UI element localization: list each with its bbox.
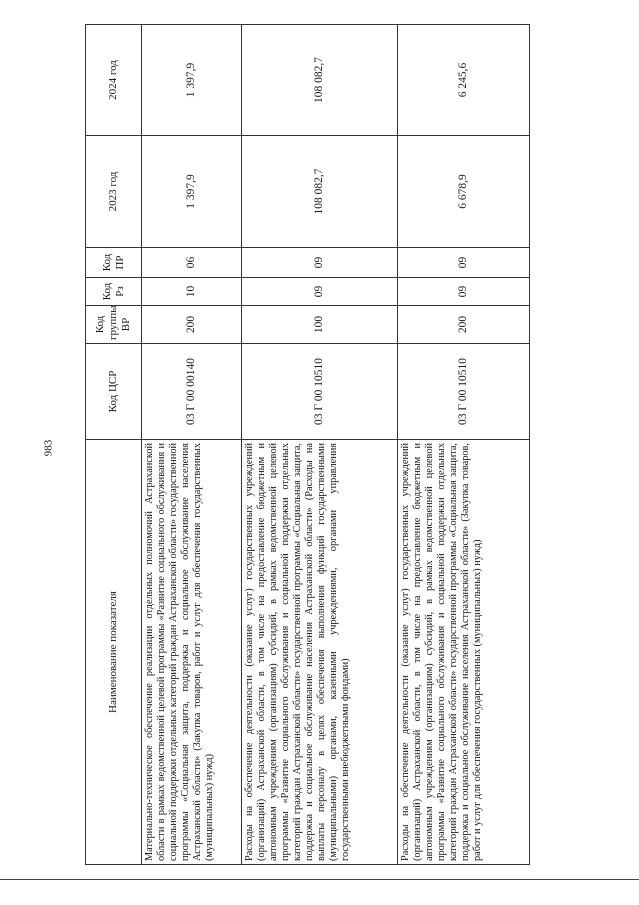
table-row — [242, 25, 398, 865]
row-name: Расходы на обеспечение деятельности (оказание услуг) государственных учреждений (организаций) Астраханской области, в том числе на предоставление бюджетным и автономным учреждениям (организациям) субсидий, в рамках ведомственной целевой программы «Развитие социального обслуживания и социальной поддержки отдельных категорий граждан Астраханской области» государственной программы «Социальная защита, поддержка и социальное обслуживание населения Астраханской области» (Закупка товаров, работ и услуг для обеспечения государственных (муниципальных) нужд) — [398, 440, 530, 865]
row-name: Материально-техническое обеспечение реализации отдельных полномочий Астраханской области в рамках ведомственной целевой программы «Развитие социального обслуживания и социальной поддержки отдельных категорий граждан Астраханской области» государственной программы «Социальная защита, поддержка и социальное обслуживание населения Астраханской области» (Закупка товаров, работ и услуг для обеспечения государственных (муниципальных) нужд) — [142, 440, 242, 865]
row-csr: 03 Г 00 10510 — [242, 344, 398, 440]
row-2024: 6 245,6 — [398, 25, 530, 136]
row-pr: 09 — [242, 248, 398, 278]
row-pr: 06 — [142, 248, 242, 278]
table-row — [398, 25, 530, 865]
row-pr: 09 — [398, 248, 530, 278]
row-2024: 108 082,7 — [242, 25, 398, 136]
budget-table — [85, 24, 530, 865]
row-2024: 1 397,9 — [142, 25, 242, 136]
row-csr: 03 Г 00 10510 — [398, 344, 530, 440]
header-rz: Код Рз — [86, 278, 142, 306]
header-csr: Код ЦСР — [86, 344, 142, 440]
row-vr: 100 — [242, 306, 398, 344]
row-vr: 200 — [398, 306, 530, 344]
row-2023: 1 397,9 — [142, 136, 242, 248]
header-2023: 2023 год — [86, 136, 142, 248]
header-name: Наименование показателя — [86, 440, 142, 865]
row-rz: 10 — [142, 278, 242, 306]
table-row — [142, 25, 242, 865]
table-container — [85, 25, 529, 865]
header-2024: 2024 год — [86, 25, 142, 136]
row-vr: 200 — [142, 306, 242, 344]
header-pr: Код ПР — [86, 248, 142, 278]
row-rz: 09 — [242, 278, 398, 306]
table-header-row — [86, 25, 142, 865]
page-bottom-rule — [0, 879, 639, 880]
row-2023: 108 082,7 — [242, 136, 398, 248]
row-name: Расходы на обеспечение деятельности (оказание услуг) государственных учреждений (организаций) Астраханской области, в том числе на предоставление бюджетным и автономным учреждениям (организациям) субсидий, в рамках ведомственной целевой программы «Развитие социального обслуживания и социальной поддержки отдельных категорий граждан Астраханской области» государственной программы «Социальная защита, поддержка и социальное обслуживание населения Астраханской области» (Расходы на выплаты персоналу в целях обеспечения выполнения функций государственными (муниципальными) органами, казенными учреждениями, органами управления государственными внебюджетными фондами) — [242, 440, 398, 865]
page-number: 983 — [42, 439, 55, 457]
row-2023: 6 678,9 — [398, 136, 530, 248]
row-csr: 03 Г 00 00140 — [142, 344, 242, 440]
row-rz: 09 — [398, 278, 530, 306]
header-vr: Код группы ВР — [86, 306, 142, 344]
